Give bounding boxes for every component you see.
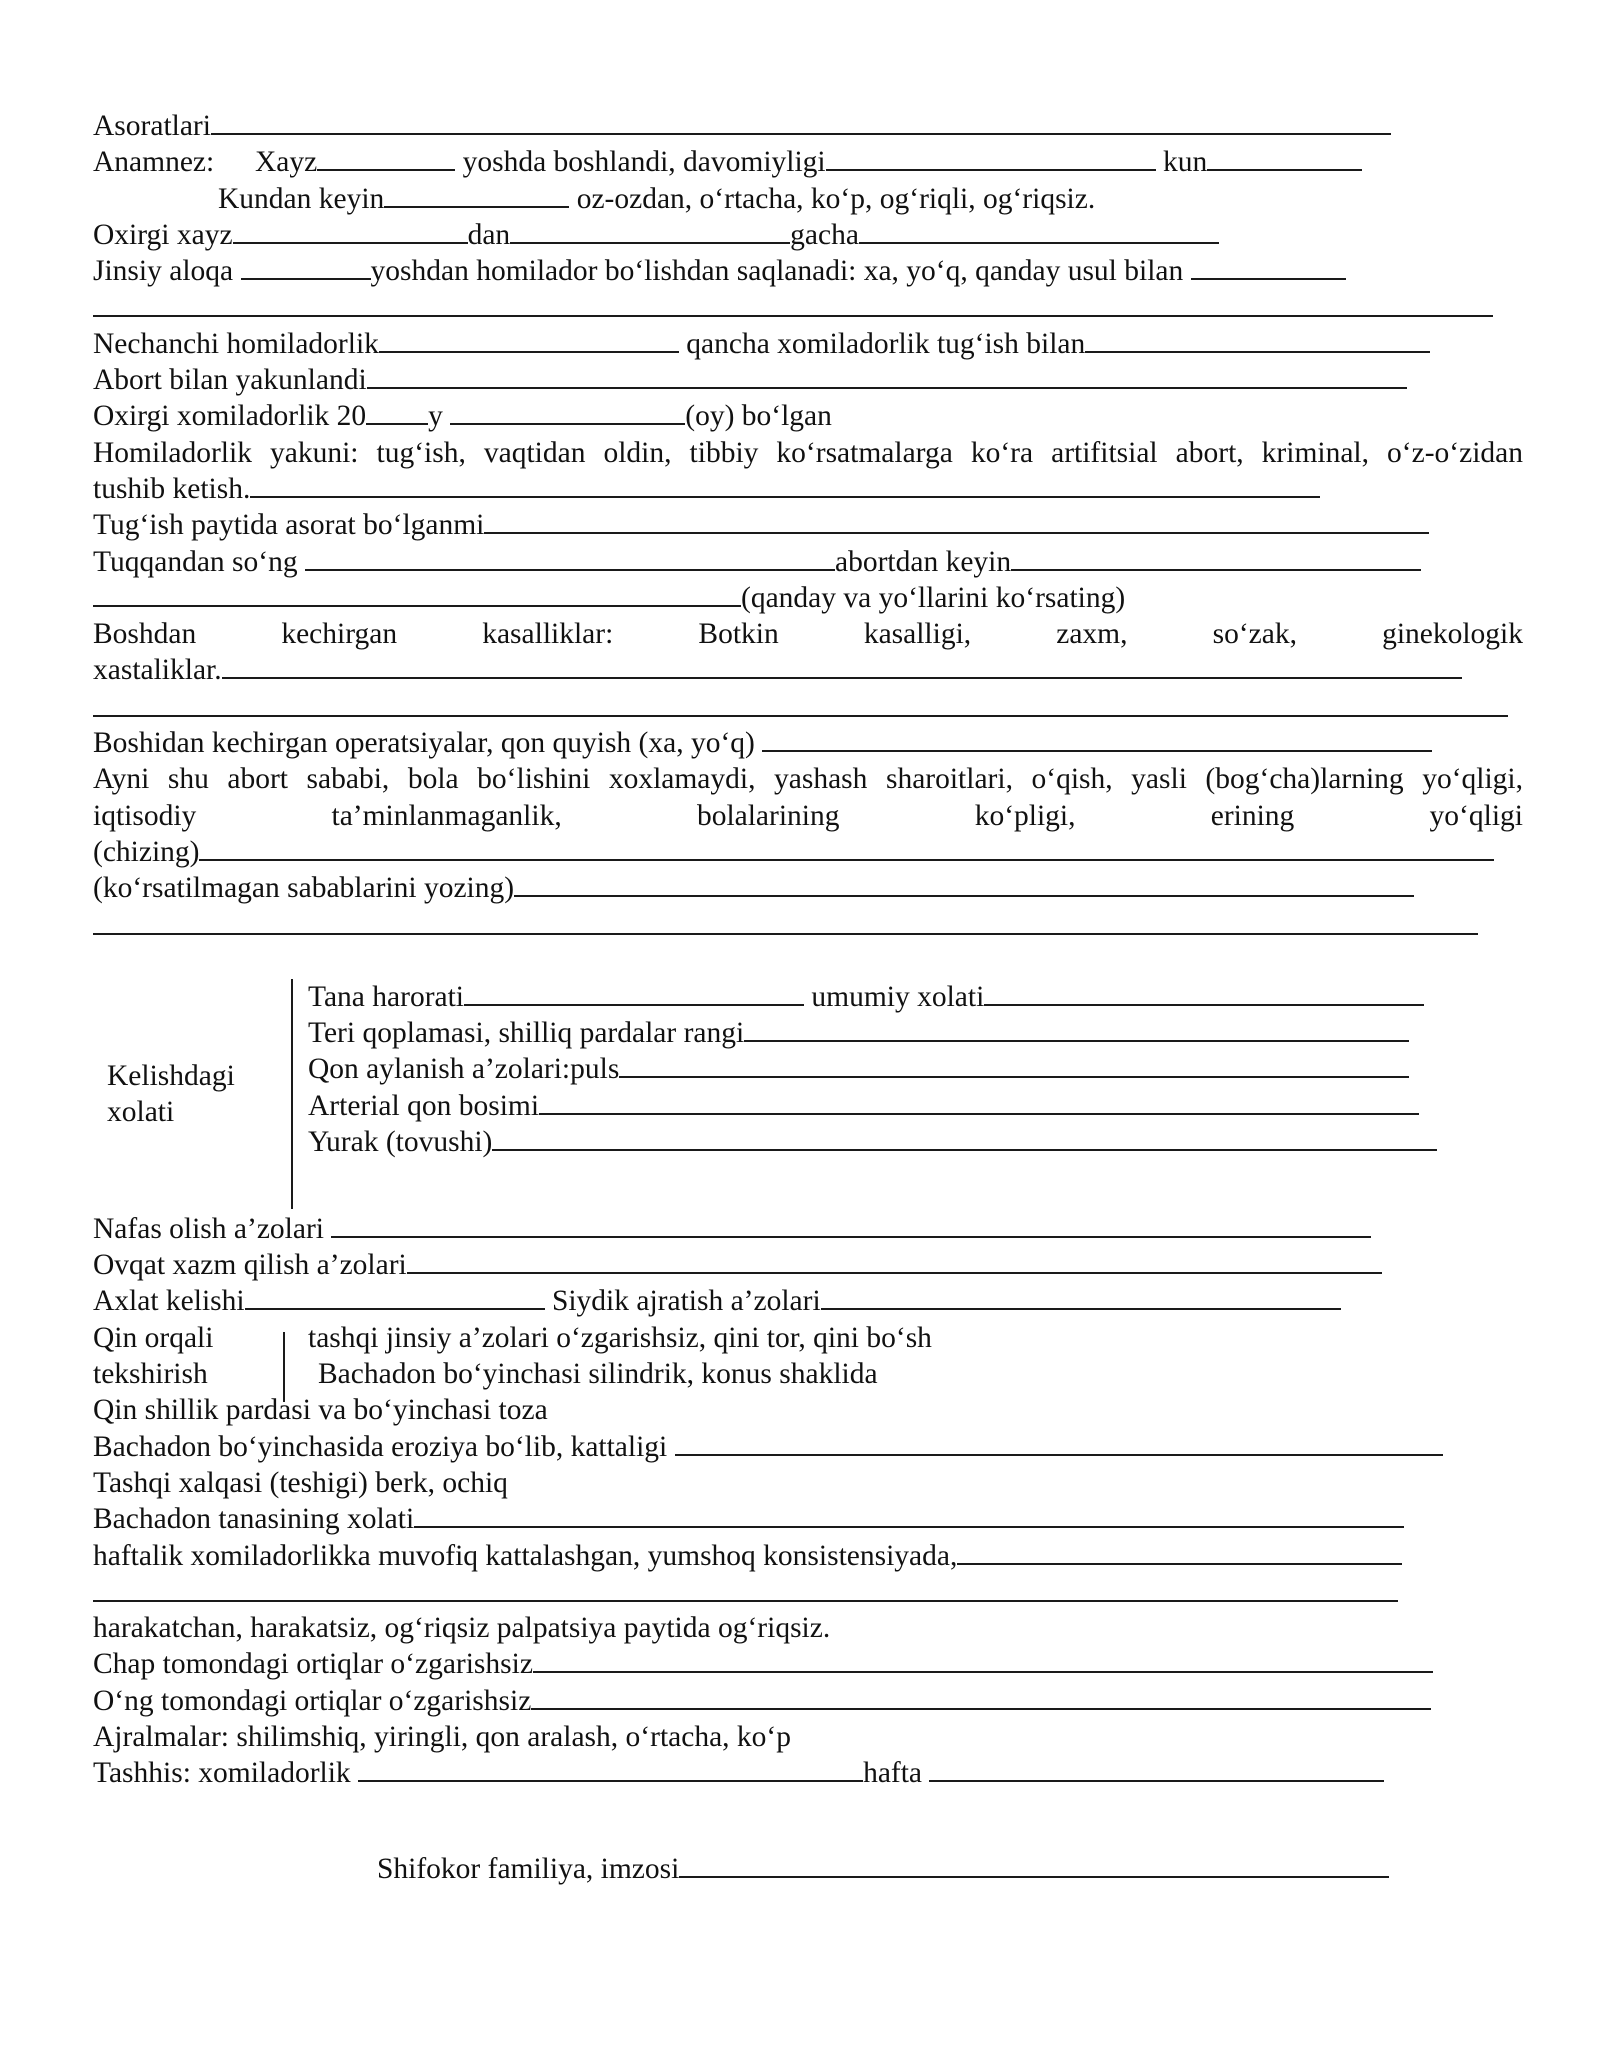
chizing-field[interactable] (199, 834, 1494, 861)
xastaliklar-field[interactable] (222, 652, 1462, 679)
xolati-label: xolati (107, 1096, 175, 1129)
qin-orqali-details (308, 1320, 932, 1393)
kundan-keyin-label: Kundan keyin (218, 182, 385, 215)
eroziya-line (93, 1429, 1523, 1465)
tekshirish-label: tekshirish (93, 1358, 208, 1391)
ajralmalar-text: Ajralmalar: shilimshiq, yiringli, qon aralash, o‘rtacha, ko‘p (93, 1720, 791, 1753)
blank-line-2 (93, 689, 1523, 725)
kasalligi-word: kasalligi, (863, 618, 972, 651)
tuqqandan-label: Tuqqandan so‘ng (93, 545, 298, 578)
haftalik-label: haftalik xomiladorlikka muvofiq kattalashgan, yumshoq konsistensiyada, (93, 1539, 958, 1572)
hafta-field[interactable] (929, 1755, 1384, 1782)
haftalik-field[interactable] (957, 1538, 1402, 1565)
umumiy-xolati-field[interactable] (984, 979, 1424, 1006)
qin-orqali-label-group (93, 1320, 213, 1393)
zaxm-word: zaxm, (1056, 618, 1128, 651)
kundan-keyin-field[interactable] (384, 181, 569, 208)
jinsiy-aloqa-label: Jinsiy aloqa (93, 255, 234, 288)
month-field[interactable] (450, 398, 685, 425)
dan-label: dan (467, 218, 511, 251)
blank-field-1[interactable] (93, 295, 1493, 317)
blank-field-3[interactable] (93, 913, 1478, 935)
yoshda-boshlandi-label: yoshda boshlandi, (462, 146, 676, 179)
teri-field[interactable] (744, 1015, 1409, 1042)
nechanchi-field[interactable] (379, 326, 679, 353)
jinsiy-aloqa-line (93, 253, 1523, 289)
chizing-label: (chizing) (93, 835, 200, 868)
kundan-keyin-line (93, 181, 1523, 217)
ong-label: O‘ng tomondagi ortiqlar o‘zgarishsiz (93, 1684, 532, 1717)
homiladorlik-yakuni-text: Homiladorlik yakuni: tug‘ish, vaqtidan oldin, tibbiy ko‘rsatmalarga ko‘ra artifitsial abort, kriminal, o‘z-o‘zidan (93, 436, 1523, 469)
blank-line-4 (93, 1574, 1523, 1610)
boshdan-word: Boshdan (93, 618, 197, 651)
abort-bilan-label: Abort bilan yakunlandi (93, 364, 367, 397)
qancha-field[interactable] (1085, 326, 1430, 353)
ong-field[interactable] (531, 1683, 1431, 1710)
arterial-line (308, 1088, 1437, 1124)
erining-word: erining (1210, 799, 1295, 832)
oxirgi-xayz-field[interactable] (233, 217, 468, 244)
axlat-line (93, 1283, 1523, 1319)
medical-form (93, 108, 1523, 1887)
kasalliklar-word: kasalliklar: (482, 618, 614, 651)
abortdan-keyin-label: abortdan keyin (834, 545, 1012, 578)
qanday-yollari-field[interactable] (93, 580, 741, 607)
qin-orqali-block (93, 1320, 1523, 1393)
qin-shillik-line (93, 1392, 1523, 1428)
oxirgi-xayz-label: Oxirgi xayz (93, 218, 233, 251)
operatsiyalar-line (93, 725, 1523, 761)
blank-field-4[interactable] (93, 1580, 1398, 1602)
qon-aylanish-line (308, 1051, 1437, 1087)
nafas-field[interactable] (331, 1211, 1371, 1238)
tashhis-field[interactable] (358, 1755, 863, 1782)
kun-field[interactable] (1207, 144, 1362, 171)
teri-label: Teri qoplamasi, shilliq pardalar rangi (308, 1017, 745, 1050)
gacha-field[interactable] (859, 217, 1219, 244)
tushib-ketish-line (93, 471, 1523, 507)
yurak-line (308, 1124, 1437, 1160)
oz-ozdan-options: oz-ozdan, o‘rtacha, ko‘p, og‘riqli, og‘riqsiz. (576, 182, 1096, 215)
qanday-usul-field[interactable] (1191, 253, 1346, 280)
qon-aylanish-label: Qon aylanish a’zolari:puls (308, 1053, 620, 1086)
ovqat-line (93, 1247, 1523, 1283)
botkin-word: Botkin (698, 618, 779, 651)
kelishdagi-xolati-block (93, 979, 1523, 1209)
iqtisodiy-line (93, 798, 1523, 834)
ong-line (93, 1683, 1523, 1719)
dan-field[interactable] (510, 217, 790, 244)
y-label: y (428, 400, 443, 433)
jinsiy-aloqa-rest: yoshdan homilador bo‘lishdan saqlanadi: xa, yo‘q, qanday usul bilan (370, 255, 1184, 288)
signature-line (93, 1851, 1523, 1887)
abort-bilan-line (93, 362, 1523, 398)
chap-field[interactable] (533, 1646, 1433, 1673)
eroziya-field[interactable] (675, 1429, 1443, 1456)
signature-label: Shifokor familiya, imzosi (377, 1852, 680, 1885)
asoratlari-label: Asoratlari (93, 110, 211, 142)
xastaliklar-label: xastaliklar. (93, 654, 222, 687)
kelishdagi-label: Kelishdagi (107, 1059, 235, 1092)
siydik-label: Siydik ajratish a’zolari (551, 1285, 821, 1318)
bachadon-boyinchasi-text: Bachadon bo‘yinchasi silindrik, konus shaklida (318, 1358, 878, 1391)
oy-bolgan-label: (oy) bo‘lgan (685, 400, 832, 433)
asoratlari-field[interactable] (211, 108, 1391, 135)
tugish-paytida-line (93, 507, 1523, 543)
oxirgi-xomiladorlik-label: Oxirgi xomiladorlik 20 (93, 400, 367, 433)
korsatilmagan-label: (ko‘rsatilmagan sabablarini yozing) (93, 872, 515, 905)
bolalarining-word: bolalarining (696, 799, 840, 832)
qin-orqali-label: Qin orqali (93, 1321, 214, 1354)
tashhis-label: Tashhis: xomiladorlik (93, 1757, 351, 1790)
kechirgan-word: kechirgan (281, 618, 398, 651)
abort-bilan-field[interactable] (367, 362, 1407, 389)
jinsiy-aloqa-age-field[interactable] (241, 253, 371, 280)
operatsiyalar-field[interactable] (762, 725, 1432, 752)
tashqi-jinsiy-text: tashqi jinsiy a’zolari o‘zgarishsiz, qini tor, qini bo‘sh (308, 1321, 932, 1354)
davomiyligi-label: davomiyligi (683, 146, 826, 179)
ayni-shu-line (93, 761, 1523, 797)
signature-field[interactable] (679, 1851, 1389, 1878)
taminlanmaganlik-word: ta’minlanmaganlik, (331, 799, 562, 832)
chap-line (93, 1646, 1523, 1682)
kun-label: kun (1162, 146, 1208, 179)
ovqat-label: Ovqat xazm qilish a’zolari (93, 1249, 407, 1282)
tashqi-xalqasi-line (93, 1465, 1523, 1501)
blank-field-2[interactable] (93, 695, 1508, 717)
qancha-label: qancha xomiladorlik tug‘ish bilan (686, 327, 1086, 360)
exam-fields (308, 979, 1437, 1160)
ovqat-field[interactable] (407, 1247, 1382, 1274)
teri-line (308, 1015, 1437, 1051)
nechanchi-line (93, 326, 1523, 362)
axlat-field[interactable] (245, 1283, 545, 1310)
ayni-shu-text: Ayni shu abort sababi, bola bo‘lishini xoxlamaydi, yashash sharoitlari, o‘qish, yasli (bog‘cha)larning yo‘qligi, (93, 763, 1523, 796)
chizing-line (93, 834, 1523, 870)
nafas-line (93, 1211, 1523, 1247)
xayz-age-field[interactable] (317, 144, 455, 171)
ginekologik-word: ginekologik (1382, 618, 1523, 651)
kopligi-word: ko‘pligi, (974, 799, 1076, 832)
tushib-ketish-label: tushib ketish. (93, 472, 251, 505)
anamnez-label: Anamnez: (93, 146, 215, 179)
tashqi-xalqasi-text: Tashqi xalqasi (teshigi) berk, ochiq (93, 1466, 508, 1499)
kelishdagi-label-group (107, 1058, 235, 1131)
tashhis-line (93, 1755, 1523, 1791)
hafta-label: hafta (863, 1757, 923, 1790)
nechanchi-label: Nechanchi homiladorlik (93, 327, 379, 360)
operatsiyalar-label: Boshidan kechirgan operatsiyalar, qon quyish (xa, yo‘q) (93, 727, 755, 760)
tugish-paytida-field[interactable] (484, 507, 1429, 534)
harakatchan-line (93, 1610, 1523, 1646)
qanday-yollari-line (93, 580, 1523, 616)
qin-orqali-divider (283, 1332, 285, 1402)
korsatilmagan-field[interactable] (514, 870, 1414, 897)
homiladorlik-yakuni-line (93, 435, 1523, 471)
yurak-field[interactable] (492, 1124, 1437, 1151)
tushib-ketish-field[interactable] (250, 471, 1320, 498)
eroziya-label: Bachadon bo‘yinchasida eroziya bo‘lib, kattaligi (93, 1430, 668, 1463)
bachadon-tanasi-field[interactable] (414, 1501, 1404, 1528)
yurak-label: Yurak (tovushi) (308, 1126, 493, 1159)
qin-shillik-text: Qin shillik pardasi va bo‘yinchasi toza (93, 1394, 548, 1427)
oxirgi-xomiladorlik-line (93, 398, 1523, 434)
tuqqandan-line (93, 544, 1523, 580)
blank-line-1 (93, 289, 1523, 325)
tana-harorati-label: Tana harorati (308, 980, 464, 1013)
boshdan-kechirgan-line (93, 616, 1523, 652)
korsatilmagan-line (93, 870, 1523, 906)
iqtisodiy-word: iqtisodiy (93, 799, 197, 832)
haftalik-line (93, 1538, 1523, 1574)
gacha-label: gacha (790, 218, 859, 251)
qanday-yollari-label: (qanday va yo‘llarini ko‘rsating) (741, 581, 1126, 614)
tuqqandan-field[interactable] (305, 544, 835, 571)
arterial-field[interactable] (539, 1088, 1419, 1115)
davomiyligi-field[interactable] (826, 144, 1156, 171)
siydik-field[interactable] (821, 1283, 1341, 1310)
chap-label: Chap tomondagi ortiqlar o‘zgarishsiz (93, 1648, 533, 1681)
ajralmalar-line (93, 1719, 1523, 1755)
bachadon-tanasi-label: Bachadon tanasining xolati (93, 1503, 415, 1536)
puls-field[interactable] (619, 1051, 1409, 1078)
year-field[interactable] (366, 398, 428, 425)
abortdan-keyin-field[interactable] (1011, 544, 1421, 571)
nafas-label: Nafas olish a’zolari (93, 1212, 324, 1245)
oxirgi-xayz-line (93, 217, 1523, 253)
bachadon-tanasi-line (93, 1501, 1523, 1537)
tana-harorati-field[interactable] (464, 979, 804, 1006)
sozak-word: so‘zak, (1212, 618, 1297, 651)
xayz-label: Xayz (254, 146, 318, 179)
xastaliklar-line (93, 652, 1523, 688)
asoratlari-line (93, 108, 1523, 144)
umumiy-xolati-label: umumiy xolati (811, 980, 985, 1013)
axlat-label: Axlat kelishi (93, 1285, 245, 1318)
tugish-paytida-label: Tug‘ish paytida asorat bo‘lganmi (93, 509, 485, 542)
exam-divider (291, 979, 293, 1209)
yoqligi-word: yo‘qligi (1429, 799, 1523, 832)
blank-line-3 (93, 907, 1523, 943)
harakatchan-text: harakatchan, harakatsiz, og‘riqsiz palpatsiya paytida og‘riqsiz. (93, 1612, 831, 1645)
arterial-label: Arterial qon bosimi (308, 1089, 540, 1122)
anamnez-line (93, 144, 1523, 180)
tana-harorati-line (308, 979, 1437, 1015)
